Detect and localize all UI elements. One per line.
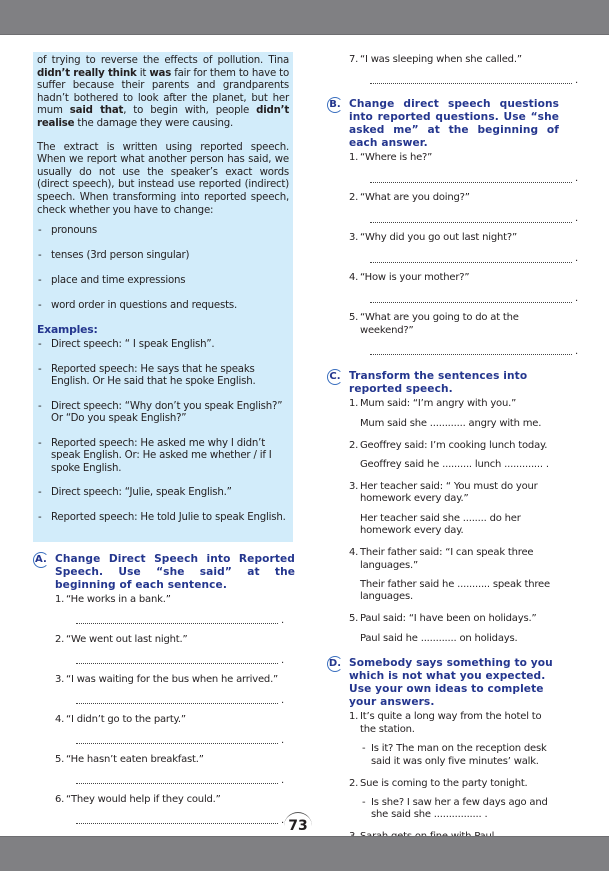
exercise-a-questions-continued bbox=[327, 54, 559, 84]
answer-line-input[interactable] bbox=[76, 777, 278, 784]
reading-extract-paragraph bbox=[37, 55, 289, 131]
checklist-item: - pronouns bbox=[37, 225, 289, 238]
checklist-item: - tenses (3rd person singular) bbox=[37, 250, 289, 263]
transform-item bbox=[349, 398, 559, 430]
exercise-c-heading bbox=[327, 370, 559, 396]
example-item: - Reported speech: He asked me why I didn’t speak English. Or: He asked me whether / if I spoke English. bbox=[37, 438, 289, 476]
answer-line-input[interactable] bbox=[370, 216, 572, 223]
bold-phrase: didn’t realise bbox=[37, 105, 290, 129]
examples-heading: Examples: bbox=[37, 322, 98, 336]
question-text: “I was waiting for the bus when he arrived.” bbox=[66, 674, 279, 685]
transform-item bbox=[349, 547, 559, 604]
exercise-d-instruction: Somebody says something to you which is not what you expected. Use your own ideas to complete your answers. bbox=[349, 657, 553, 709]
exercise-d-items bbox=[327, 711, 559, 843]
gap-fill-reply[interactable]: - Is she? I saw her a few days ago and she said she ................ . bbox=[360, 797, 559, 822]
question-number: 2. bbox=[55, 634, 65, 645]
checklist-item: - place and time expressions bbox=[37, 275, 289, 288]
item-number: 3. bbox=[349, 481, 359, 493]
question-item bbox=[349, 272, 559, 302]
question-number: 5. bbox=[55, 754, 65, 765]
item-prompt: Her teacher said: “ You must do your homework every day.” bbox=[360, 481, 538, 505]
question-number: 3. bbox=[349, 232, 359, 244]
question-number: 1. bbox=[349, 152, 359, 164]
exercise-a-questions bbox=[33, 594, 295, 824]
question-item bbox=[55, 674, 295, 704]
text-run: , to begin with, people bbox=[123, 105, 257, 117]
checklist-item: - word order in questions and requests. bbox=[37, 300, 289, 313]
answer-line-input[interactable] bbox=[370, 256, 572, 263]
item-number: 2. bbox=[349, 777, 359, 789]
gap-fill-answer[interactable]: Geoffrey said he .......... lunch ............. . bbox=[360, 459, 549, 471]
bold-phrase: didn’t really think bbox=[37, 67, 137, 79]
answer-line-input[interactable] bbox=[76, 617, 278, 624]
question-item bbox=[349, 152, 559, 182]
question-number: 4. bbox=[55, 714, 65, 725]
dialogue-item bbox=[349, 778, 559, 822]
item-prompt: Mum said: “I’m angry with you.” bbox=[360, 398, 517, 410]
question-item bbox=[349, 312, 559, 355]
exercise-b-instruction: Change direct speech questions into reported questions. Use “she asked me” at the beginning of each answer. bbox=[349, 98, 559, 150]
answer-line-input[interactable] bbox=[76, 657, 278, 664]
exercise-d-heading bbox=[327, 657, 559, 709]
example-item: - Direct speech: “Why don’t you speak English?” Or “Do you speak English?” bbox=[37, 401, 289, 426]
question-text: “What are you doing?” bbox=[360, 192, 470, 204]
letter-b-circle-icon: B. bbox=[327, 97, 343, 113]
item-number: 4. bbox=[349, 547, 359, 559]
answer-line-input[interactable] bbox=[370, 176, 572, 183]
question-number: 5. bbox=[349, 312, 359, 324]
letter-c-circle-icon: C. bbox=[327, 369, 343, 385]
question-text: “What are you going to do at the weekend?” bbox=[360, 312, 519, 336]
question-text: “They would help if they could.” bbox=[66, 794, 221, 805]
item-number: 1. bbox=[349, 398, 359, 410]
examples-list bbox=[37, 339, 289, 524]
question-text: “He hasn’t eaten breakfast.” bbox=[66, 754, 204, 765]
reply-text: - Is it? The man on the reception desk said it was only five minutes’ walk. bbox=[360, 743, 559, 768]
question-item bbox=[55, 714, 295, 744]
letter-a-circle-icon: A. bbox=[33, 552, 49, 568]
exercise-b-questions bbox=[327, 152, 559, 355]
bottom-footer-bar bbox=[0, 836, 609, 871]
answer-line-input[interactable] bbox=[370, 348, 572, 355]
example-item: - Direct speech: “Julie, speak English.” bbox=[37, 487, 289, 500]
change-checklist bbox=[37, 225, 289, 313]
question-text: “Why did you go out last night?” bbox=[360, 232, 517, 244]
right-column bbox=[327, 52, 559, 844]
question-number: 6. bbox=[55, 794, 65, 805]
answer-line-input[interactable] bbox=[370, 296, 572, 303]
page-number: 73 bbox=[288, 818, 308, 834]
bold-phrase: was bbox=[149, 67, 172, 79]
question-text: “How is your mother?” bbox=[360, 272, 470, 284]
question-item bbox=[349, 232, 559, 262]
text-run: the damage they were causing. bbox=[74, 117, 234, 129]
question-item bbox=[55, 754, 295, 784]
answer-line-input[interactable] bbox=[76, 737, 278, 744]
gap-fill-answer[interactable]: Paul said he ............ on holidays. bbox=[360, 632, 518, 644]
question-item bbox=[55, 794, 295, 824]
example-item: - Direct speech: “ I speak English”. bbox=[37, 339, 289, 352]
answer-line-input[interactable] bbox=[76, 697, 278, 704]
item-prompt: Paul said: “I have been on holidays.” bbox=[360, 613, 537, 625]
question-item bbox=[55, 634, 295, 664]
question-item bbox=[349, 54, 559, 84]
transform-item bbox=[349, 613, 559, 645]
item-prompt: It’s quite a long way from the hotel to the station. bbox=[360, 711, 542, 735]
question-text: “I didn’t go to the party.” bbox=[66, 714, 186, 725]
question-number: 4. bbox=[349, 272, 359, 284]
item-number: 1. bbox=[349, 711, 359, 723]
grammar-info-box bbox=[33, 52, 293, 542]
question-item bbox=[349, 192, 559, 222]
item-number: 2. bbox=[349, 439, 359, 451]
item-prompt: Sue is coming to the party tonight. bbox=[360, 777, 528, 789]
top-header-bar bbox=[0, 0, 609, 35]
question-text: “He works in a bank.” bbox=[66, 594, 171, 605]
exercise-c-items bbox=[327, 398, 559, 645]
gap-fill-answer[interactable]: Their father said he ........... speak three languages. bbox=[360, 579, 550, 603]
text-run: fair for them to have to suffer because their parents and grandparents hadn’t bothered to look after the planet, but her mum bbox=[37, 67, 289, 117]
answer-line-input[interactable] bbox=[76, 817, 278, 824]
example-item: - Reported speech: He told Julie to speak English. bbox=[37, 512, 289, 525]
item-prompt: Their father said: “I can speak three languages.” bbox=[360, 547, 534, 571]
exercise-d bbox=[327, 657, 559, 843]
left-column bbox=[33, 52, 295, 824]
exercise-a-heading bbox=[33, 553, 295, 592]
exercise-c-instruction: Transform the sentences into reported speech. bbox=[349, 370, 528, 396]
question-text: “I was sleeping when she called.” bbox=[360, 54, 522, 65]
gap-fill-answer[interactable]: Her teacher said she ........ do her homework every day. bbox=[360, 512, 521, 537]
question-item bbox=[55, 594, 295, 624]
text-run: it bbox=[136, 67, 150, 79]
transform-item bbox=[349, 440, 559, 472]
dialogue-item bbox=[349, 711, 559, 768]
example-item: - Reported speech: He says that he speaks English. Or He said that he spoke English. bbox=[37, 364, 289, 389]
text-run: of trying to reverse the effects of pollution. Tina bbox=[37, 55, 289, 66]
answer-line-input[interactable] bbox=[370, 77, 572, 84]
item-prompt: Geoffrey said: I’m cooking lunch today. bbox=[360, 439, 548, 451]
item-number: 5. bbox=[349, 613, 359, 625]
question-number: 7. bbox=[349, 54, 359, 65]
letter-d-circle-icon: D. bbox=[327, 656, 343, 672]
exercise-c bbox=[327, 370, 559, 645]
gap-fill-answer[interactable]: Mum said she ............ angry with me. bbox=[360, 417, 542, 429]
exercise-b bbox=[327, 98, 559, 355]
exercise-a-instruction: Change Direct Speech into Reported Speech. Use “she said” at the beginning of each sentence. bbox=[55, 553, 295, 591]
reported-speech-explanation: The extract is written using reported speech. When we report what another person has said, we usually do not use the speaker’s exact words (direct speech), but instead use reported (indirect) speech. When transforming into reported speech, check whether you have to change: bbox=[37, 141, 289, 216]
question-number: 2. bbox=[349, 192, 359, 204]
exercise-a bbox=[33, 553, 295, 824]
transform-item bbox=[349, 481, 559, 538]
question-number: 1. bbox=[55, 594, 65, 605]
question-number: 3. bbox=[55, 674, 65, 685]
question-text: “Where is he?” bbox=[360, 152, 433, 164]
question-text: “We went out last night.” bbox=[66, 634, 188, 645]
bold-phrase: said that bbox=[69, 105, 124, 117]
exercise-b-heading bbox=[327, 98, 559, 150]
